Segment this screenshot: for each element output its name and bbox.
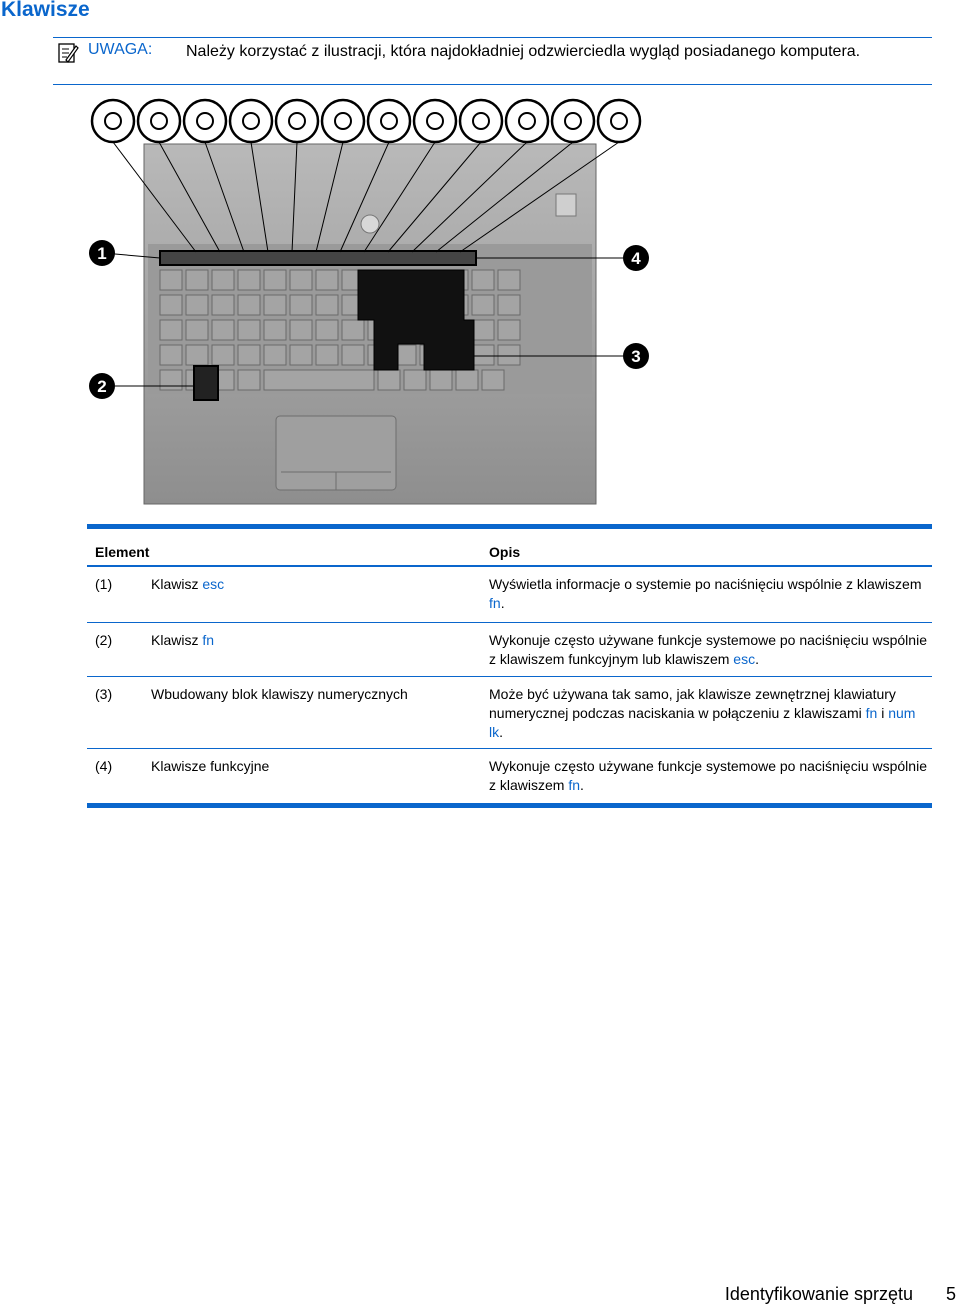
note-text [88, 41, 908, 63]
row-number: (1) [95, 576, 113, 592]
table-bottom-rule [87, 803, 932, 808]
keyboard-key [264, 370, 374, 390]
keyboard-key [472, 320, 494, 340]
keys-table [87, 524, 932, 808]
previous-track-icon [506, 100, 548, 142]
keyboard-key [498, 345, 520, 365]
keyboard-key [160, 370, 182, 390]
keyboard-key [186, 270, 208, 290]
keyboard-key [160, 270, 182, 290]
note-label: UWAGA: [88, 41, 153, 58]
keyboard-key [238, 270, 260, 290]
keyboard-key [238, 320, 260, 340]
row-description: Wyświetla informacje o systemie po naciśnięciu wspólnie z klawiszem fn. [489, 576, 922, 611]
keyboard-illustration [86, 94, 656, 506]
header-element: Element [95, 544, 150, 560]
row-element: Klawisz esc [151, 576, 225, 592]
key-name: fn [489, 595, 501, 611]
brightness-up-icon [184, 100, 226, 142]
key-name: num lk [489, 705, 916, 740]
keyboard-key [264, 295, 286, 315]
key-name: esc [733, 651, 756, 667]
row-number: (3) [95, 686, 113, 702]
row-description: Może być używana tak samo, jak klawisze zewnętrznej klawiatury numerycznej podczas naciskania w połączeniu z klawiszami fn i num lk. [489, 686, 916, 740]
keyboard-key [316, 345, 338, 365]
key-name: fn [568, 777, 581, 793]
keyboard-key [238, 370, 260, 390]
keyboard-key [264, 345, 286, 365]
keyboard-key [290, 345, 312, 365]
header-description: Opis [489, 544, 521, 560]
keyboard-key [378, 370, 400, 390]
page-number: 5 [946, 1284, 957, 1304]
keyboard-key [212, 320, 234, 340]
keyboard-key [342, 320, 364, 340]
mute-icon [368, 100, 410, 142]
wireless-icon [276, 100, 318, 142]
keyboard-key [290, 320, 312, 340]
note-text-content: Należy korzystać z ilustracji, która najdokładniej odzwierciedla wygląd posiadanego komputera. [186, 43, 861, 60]
footer-section: Identyfikowanie sprzętu [724, 1284, 913, 1304]
keyboard-key [430, 370, 452, 390]
keyboard-key [212, 295, 234, 315]
keyboard-key [186, 295, 208, 315]
keyboard-key [160, 345, 182, 365]
keyboard-key [212, 270, 234, 290]
row-number: (2) [95, 632, 113, 648]
keyboard-key [472, 295, 494, 315]
brightness-down-icon [138, 100, 180, 142]
next-track-icon [598, 100, 640, 142]
svg-text:3: 3 [631, 347, 641, 366]
keyboard-key [212, 345, 234, 365]
callout-4 [623, 245, 649, 271]
keyboard-key [404, 370, 426, 390]
table-row [87, 677, 932, 749]
keyboard-key [498, 270, 520, 290]
row-description: Wykonuje często używane funkcje systemowe po naciśnięciu wspólnie z klawiszem fn. [489, 758, 927, 793]
keyboard-key [290, 270, 312, 290]
play-pause-icon [552, 100, 594, 142]
keyboard-key [238, 295, 260, 315]
row-number: (4) [95, 758, 113, 774]
note-icon [57, 42, 79, 64]
keyboard-key [264, 320, 286, 340]
keyboard-key [238, 345, 260, 365]
callout-3 [623, 343, 649, 369]
row-element: Klawisz fn [151, 632, 215, 648]
table-row [87, 623, 932, 677]
page-title: Klawisze [1, 0, 90, 21]
table-row [87, 567, 932, 623]
keyboard-key [472, 270, 494, 290]
key-name: fn [865, 705, 878, 721]
keyboard-key [264, 270, 286, 290]
keyboard-key [186, 345, 208, 365]
key-name: fn [202, 632, 215, 648]
row-element: Wbudowany blok klawiszy numerycznych [151, 686, 408, 702]
keyboard-key [316, 320, 338, 340]
keyboard-key [160, 295, 182, 315]
callout-2 [89, 373, 115, 399]
svg-text:2: 2 [97, 377, 107, 396]
svg-text:4: 4 [631, 249, 641, 268]
keyboard-key [160, 320, 182, 340]
note-box [53, 37, 932, 85]
volume-up-icon [460, 100, 502, 142]
keyboard-key [472, 345, 494, 365]
key-name: esc [202, 576, 225, 592]
svg-text:1: 1 [97, 244, 107, 263]
web-icon [322, 100, 364, 142]
keyboard-key [186, 320, 208, 340]
keyboard-key [342, 345, 364, 365]
volume-down-icon [414, 100, 456, 142]
keyboard-key [290, 295, 312, 315]
table-row [87, 749, 932, 803]
keyboard-key [316, 295, 338, 315]
keyboard-key [482, 370, 504, 390]
row-element: Klawisze funkcyjne [151, 758, 270, 774]
row-description: Wykonuje często używane funkcje systemowe po naciśnięciu wspólnie z klawiszem funkcyjnym lub klawiszem esc. [489, 632, 927, 667]
keyboard-key [316, 270, 338, 290]
help-icon [92, 100, 134, 142]
keyboard-key [456, 370, 478, 390]
display-switch-icon [230, 100, 272, 142]
table-header [87, 529, 932, 567]
function-key-icons [92, 100, 640, 142]
keyboard-key [498, 320, 520, 340]
callout-1 [89, 240, 115, 266]
keyboard-key [498, 295, 520, 315]
